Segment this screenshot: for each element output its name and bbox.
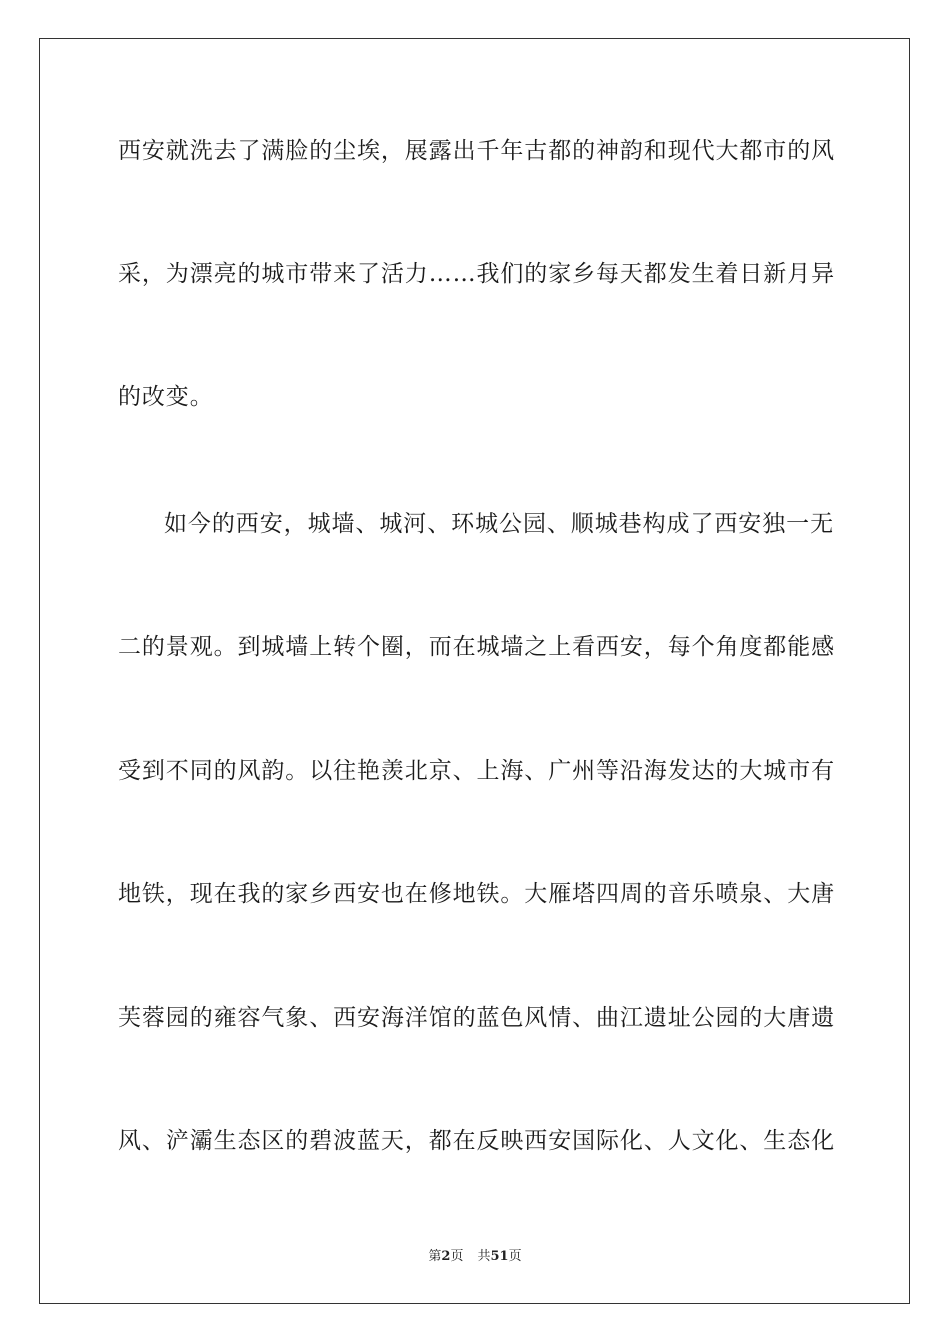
text-line-2: 采，为漂亮的城市带来了活力……我们的家乡每天都发生着日新月异 bbox=[118, 261, 835, 287]
text-line-4: 如今的西安，城墙、城河、环城公园、顺城巷构成了西安独一无 bbox=[164, 511, 834, 537]
page-prefix: 第 bbox=[428, 1249, 442, 1264]
page-footer bbox=[0, 1248, 950, 1266]
total-prefix: 共 bbox=[477, 1249, 491, 1264]
page-border bbox=[39, 38, 910, 1304]
text-line-1: 西安就洗去了满脸的尘埃，展露出千年古都的神韵和现代大都市的风 bbox=[118, 138, 835, 164]
page-suffix: 页 bbox=[450, 1249, 464, 1264]
text-line-6: 受到不同的风韵。以往艳羡北京、上海、广州等沿海发达的大城市有 bbox=[118, 758, 835, 784]
text-line-7: 地铁，现在我的家乡西安也在修地铁。大雁塔四周的音乐喷泉、大唐 bbox=[118, 881, 835, 907]
text-line-5: 二的景观。到城墙上转个圈，而在城墙之上看西安，每个角度都能感 bbox=[118, 634, 835, 660]
text-line-3: 的改变。 bbox=[118, 384, 214, 410]
text-line-9: 风、浐灞生态区的碧波蓝天，都在反映西安国际化、人文化、生态化 bbox=[118, 1128, 835, 1154]
total-suffix: 页 bbox=[508, 1249, 522, 1264]
page-number: 2 bbox=[441, 1249, 451, 1264]
text-line-8: 芙蓉园的雍容气象、西安海洋馆的蓝色风情、曲江遗址公园的大唐遗 bbox=[118, 1005, 835, 1031]
total-pages: 51 bbox=[490, 1249, 509, 1264]
